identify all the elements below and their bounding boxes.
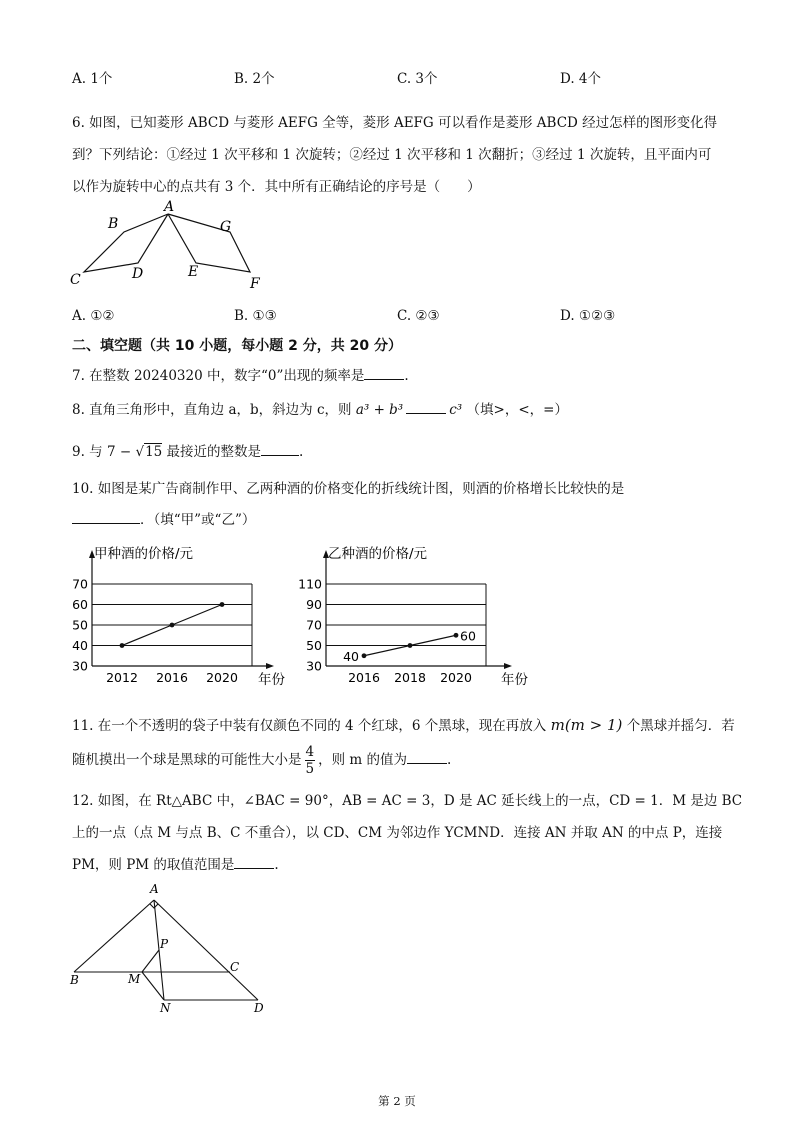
- label-b: B: [108, 216, 119, 232]
- label-b2: B: [70, 973, 79, 987]
- chart-yi-data-label: 40: [343, 648, 359, 664]
- q7-text: 7. 在整数 20240320 中，数字“0”出现的频率是: [72, 368, 365, 384]
- q11-frac-den: 5: [305, 761, 315, 777]
- q11-line-2: [72, 744, 451, 777]
- chart-jia-ytick-label: 70: [72, 576, 88, 592]
- q8-blank: [406, 399, 446, 414]
- label-p: P: [160, 937, 169, 951]
- page-number: 第 2 页: [378, 1094, 416, 1108]
- q7-blank: [364, 365, 404, 380]
- segment-ab: [74, 900, 154, 972]
- segment-pm: [142, 950, 159, 972]
- q12-triangle-figure: [64, 880, 274, 1015]
- q6-rhombus-figure: [60, 200, 280, 295]
- q5-options: [72, 67, 732, 87]
- q6-line-3: 以作为旋转中心的点共有 3 个．其中所有正确结论的序号是（ ）: [72, 179, 481, 195]
- q8-hint: （填>，<，=）: [466, 402, 568, 418]
- q11-line-1: [72, 714, 735, 734]
- segment-ad: [154, 900, 258, 1000]
- chart-yi-title: 乙种酒的价格/元: [328, 546, 428, 562]
- q12-line-2: 上的一点（点 M 与点 B、C 不重合），以 CD、CM 为邻边作 YCMND．连接 AN 并取 AN 的中点 P，连接: [72, 825, 723, 841]
- chart-jia-xtick-label: 2012: [106, 670, 138, 685]
- q9-end: .: [299, 444, 304, 460]
- label-c2: C: [230, 960, 240, 974]
- q11-math: m(m > 1): [550, 716, 623, 734]
- chart-yi-point: [454, 633, 459, 638]
- q9-post: 最接近的整数是: [166, 444, 262, 460]
- chart-jia: [68, 538, 293, 688]
- q6-option-d: D. ①②③: [560, 308, 616, 324]
- q11-line-1-pre: 11. 在一个不透明的袋子中装有仅颜色不同的 4 个红球，6 个黑球，现在再放入: [72, 718, 547, 734]
- label-a2: A: [150, 882, 159, 896]
- q12-blank: [234, 854, 274, 869]
- chart-yi-xlabel: 年份: [501, 672, 528, 688]
- q5-option-a: A. 1个: [72, 71, 113, 87]
- q6-line-1: 6. 如图，已知菱形 ABCD 与菱形 AEFG 全等，菱形 AEFG 可以看作是菱形 ABCD 经过怎样的图形变化得: [72, 115, 718, 131]
- chart-yi-ytick-label: 110: [298, 576, 322, 592]
- chart-yi-ytick-label: 50: [306, 638, 322, 653]
- chart-yi: [296, 538, 536, 688]
- q10-line-2-wrap: [72, 508, 255, 528]
- q11-line-2-pre: 随机摸出一个球是黑球的可能性大小是: [72, 752, 302, 768]
- q8-rhs: c³: [449, 402, 463, 418]
- chart-yi-ytick-label: 30: [306, 658, 322, 674]
- q12-line-1: 12. 如图，在 Rt△ABC 中，∠BAC = 90°，AB = AC = 3，D 是 AC 延长线上的一点，CD = 1．M 是边 BC: [72, 793, 743, 809]
- chart-jia-xtick-label: 2016: [156, 670, 188, 685]
- chart-yi-xtick-label: 2018: [394, 670, 426, 685]
- q12-line-3: [72, 853, 279, 873]
- label-g: G: [220, 219, 232, 235]
- chart-jia-point: [220, 602, 225, 607]
- q8-expression: a³ + b³: [355, 402, 404, 418]
- rhombus-abcd: [84, 214, 168, 272]
- rhombus-aefg: [168, 214, 250, 272]
- q10-blank: [72, 509, 140, 524]
- chart-yi-ytick-label: 90: [306, 597, 322, 612]
- chart-yi-x-arrow: [504, 663, 512, 669]
- q5-option-d: D. 4个: [560, 71, 602, 87]
- label-d: D: [132, 266, 144, 282]
- q11-blank: [407, 749, 447, 764]
- q10-line-2: ．（填“甲”或“乙”）: [140, 512, 256, 528]
- chart-jia-xtick-label: 2020: [206, 670, 238, 685]
- q11-line-2-post: ，则 m 的值为: [318, 752, 407, 768]
- chart-jia-title: 甲种酒的价格/元: [94, 546, 194, 562]
- chart-yi-xtick-label: 2016: [348, 670, 380, 685]
- q11-end: .: [446, 752, 452, 768]
- q6-line-2: 到？下列结论：①经过 1 次平移和 1 次旋转；②经过 1 次平移和 1 次翻折；③经过 1 次旋转，且平面内可: [72, 147, 712, 163]
- label-n: N: [160, 1001, 171, 1015]
- q9-pre: 9. 与: [72, 444, 103, 460]
- label-m: M: [128, 972, 141, 986]
- chart-jia-ytick-label: 60: [72, 597, 88, 612]
- chart-yi-xtick-label: 2020: [440, 670, 472, 685]
- chart-yi-point: [362, 653, 367, 658]
- q6-option-a: A. ①②: [72, 308, 115, 324]
- q11-frac-num: 4: [305, 744, 315, 760]
- q12-line-3-pre: PM，则 PM 的取值范围是: [72, 857, 235, 873]
- chart-jia-x-arrow: [266, 663, 274, 669]
- segment-mn: [142, 972, 164, 1000]
- section-2-title: 二、填空题（共 10 小题，每小题 2 分，共 20 分）: [72, 338, 402, 354]
- q6-option-b: B. ①③: [234, 308, 277, 324]
- q11-line-1-post: 个黑球并摇匀．若: [626, 718, 735, 734]
- chart-yi-point: [408, 643, 413, 648]
- q8-text: 8. 直角三角形中，直角边 a，b，斜边为 c，则: [72, 402, 352, 418]
- label-c: C: [70, 272, 81, 288]
- q5-option-c: C. 3个: [397, 71, 438, 87]
- q5-option-b: B. 2个: [234, 71, 275, 87]
- chart-jia-ytick-label: 40: [72, 638, 88, 653]
- q7: [72, 364, 409, 384]
- q9-root: 15: [145, 444, 163, 460]
- q9-expr: 7 −: [106, 444, 136, 460]
- q12-end: .: [274, 857, 279, 873]
- q6-options: [72, 308, 732, 328]
- chart-yi-data-label: 60: [460, 628, 476, 644]
- q10-line-1: 10. 如图是某广告商制作甲、乙两种酒的价格变化的折线统计图，则酒的价格增长比较快的是: [72, 481, 625, 497]
- q9-blank: [261, 441, 299, 456]
- q6-option-c: C. ②③: [397, 308, 440, 324]
- q11-fraction: [305, 744, 316, 777]
- chart-jia-point: [170, 623, 175, 628]
- label-e: E: [188, 264, 199, 280]
- label-d2: D: [254, 1001, 264, 1015]
- chart-jia-ytick-label: 50: [72, 617, 88, 633]
- q8: [72, 398, 568, 418]
- q7-end: .: [404, 368, 409, 384]
- chart-yi-ytick-label: 70: [306, 617, 322, 633]
- q9: 9. 与 7 − √15 最接近的整数是 .: [72, 440, 303, 460]
- chart-jia-ytick-label: 30: [72, 658, 88, 674]
- chart-jia-xlabel: 年份: [258, 672, 285, 688]
- chart-jia-point: [120, 643, 125, 648]
- label-f: F: [250, 276, 260, 292]
- label-a: A: [164, 200, 175, 215]
